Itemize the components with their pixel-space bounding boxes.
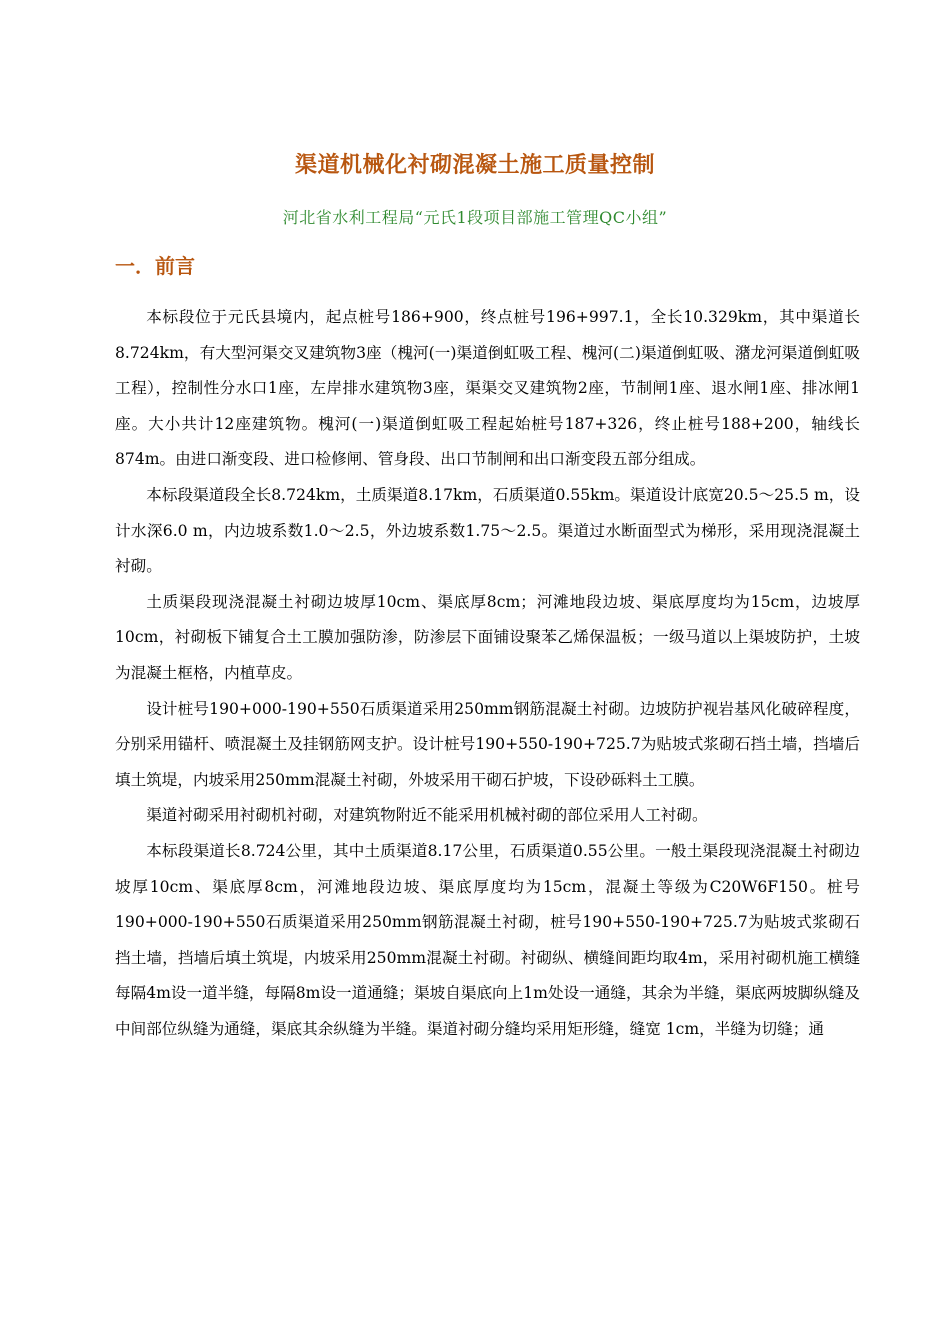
document-title: 渠道机械化衬砌混凝土施工质量控制 bbox=[294, 153, 655, 178]
document-subtitle: 河北省水利工程局“元氏1段项目部施工管理QC小组” bbox=[282, 208, 668, 227]
paragraph: 本标段渠道长8.724公里，其中土质渠道8.17公里，石质渠道0.55公里。一般土渠段现浇混凝土衬砌边坡厚10cm、渠底厚8cm，河滩地段边坡、渠底厚度均为15cm，混凝土等级为C20W6F150。桩号190+000-190+550石质渠道采用250mm钢筋混凝土衬砌，桩号190+550-190+725.7为贴坡式浆砌石挡土墙，挡墙后填土筑堤，内坡采用250mm混凝土衬砌。衬砌纵、横缝间距均取4m，采用衬砌机施工横缝每隔4m设一道半缝，每隔8m设一道通缝；渠坡自渠底向上1m处设一通缝，其余为半缝，渠底两坡脚纵缝及中间部位纵缝为通缝，渠底其余纵缝为半缝。渠道衬砌分缝均采用矩形缝，缝宽 1cm，半缝为切缝；通 bbox=[115, 841, 860, 1038]
body-text bbox=[115, 300, 860, 1047]
paragraph: 设计桩号190+000-190+550石质渠道采用250mm钢筋混凝土衬砌。边坡防护视岩基风化破碎程度，分别采用锚杆、喷混凝土及挂钢筋网支护。设计桩号190+550-190+725.7为贴坡式浆砌石挡土墙，挡墙后填土筑堤，内坡采用250mm混凝土衬砌，外坡采用干砌石护坡，下设砂砾料土工膜。 bbox=[115, 699, 860, 789]
section-heading: 一．前言 bbox=[115, 254, 195, 278]
paragraph: 土质渠段现浇混凝土衬砌边坡厚10cm、渠底厚8cm；河滩地段边坡、渠底厚度均为15cm，边坡厚10cm，衬砌板下铺复合土工膜加强防渗，防渗层下面铺设聚苯乙烯保温板；一级马道以上渠坡防护，土坡为混凝土框格，内植草皮。 bbox=[115, 592, 860, 682]
paragraph: 本标段位于元氏县境内，起点桩号186+900，终点桩号196+997.1，全长10.329km，其中渠道长8.724km，有大型河渠交叉建筑物3座（槐河(一)渠道倒虹吸工程、槐河(二)渠道倒虹吸、潴龙河渠道倒虹吸工程），控制性分水口1座，左岸排水建筑物3座，渠渠交叉建筑物2座，节制闸1座、退水闸1座、排冰闸1座。大小共计12座建筑物。槐河(一)渠道倒虹吸工程起始桩号187+326，终止桩号188+200，轴线长874m。由进口渐变段、进口检修闸、管身段、出口节制闸和出口渐变段五部分组成。 bbox=[115, 308, 860, 469]
paragraph: 渠道衬砌采用衬砌机衬砌，对建筑物附近不能采用机械衬砌的部位采用人工衬砌。 bbox=[146, 806, 708, 825]
paragraph: 本标段渠道段全长8.724km，土质渠道8.17km，石质渠道0.55km。渠道设计底宽20.5～25.5 m，设计水深6.0 m，内边坡系数1.0～2.5，外边坡系数1.75～2.5。渠道过水断面型式为梯形，采用现浇混凝土衬砌。 bbox=[115, 485, 860, 576]
